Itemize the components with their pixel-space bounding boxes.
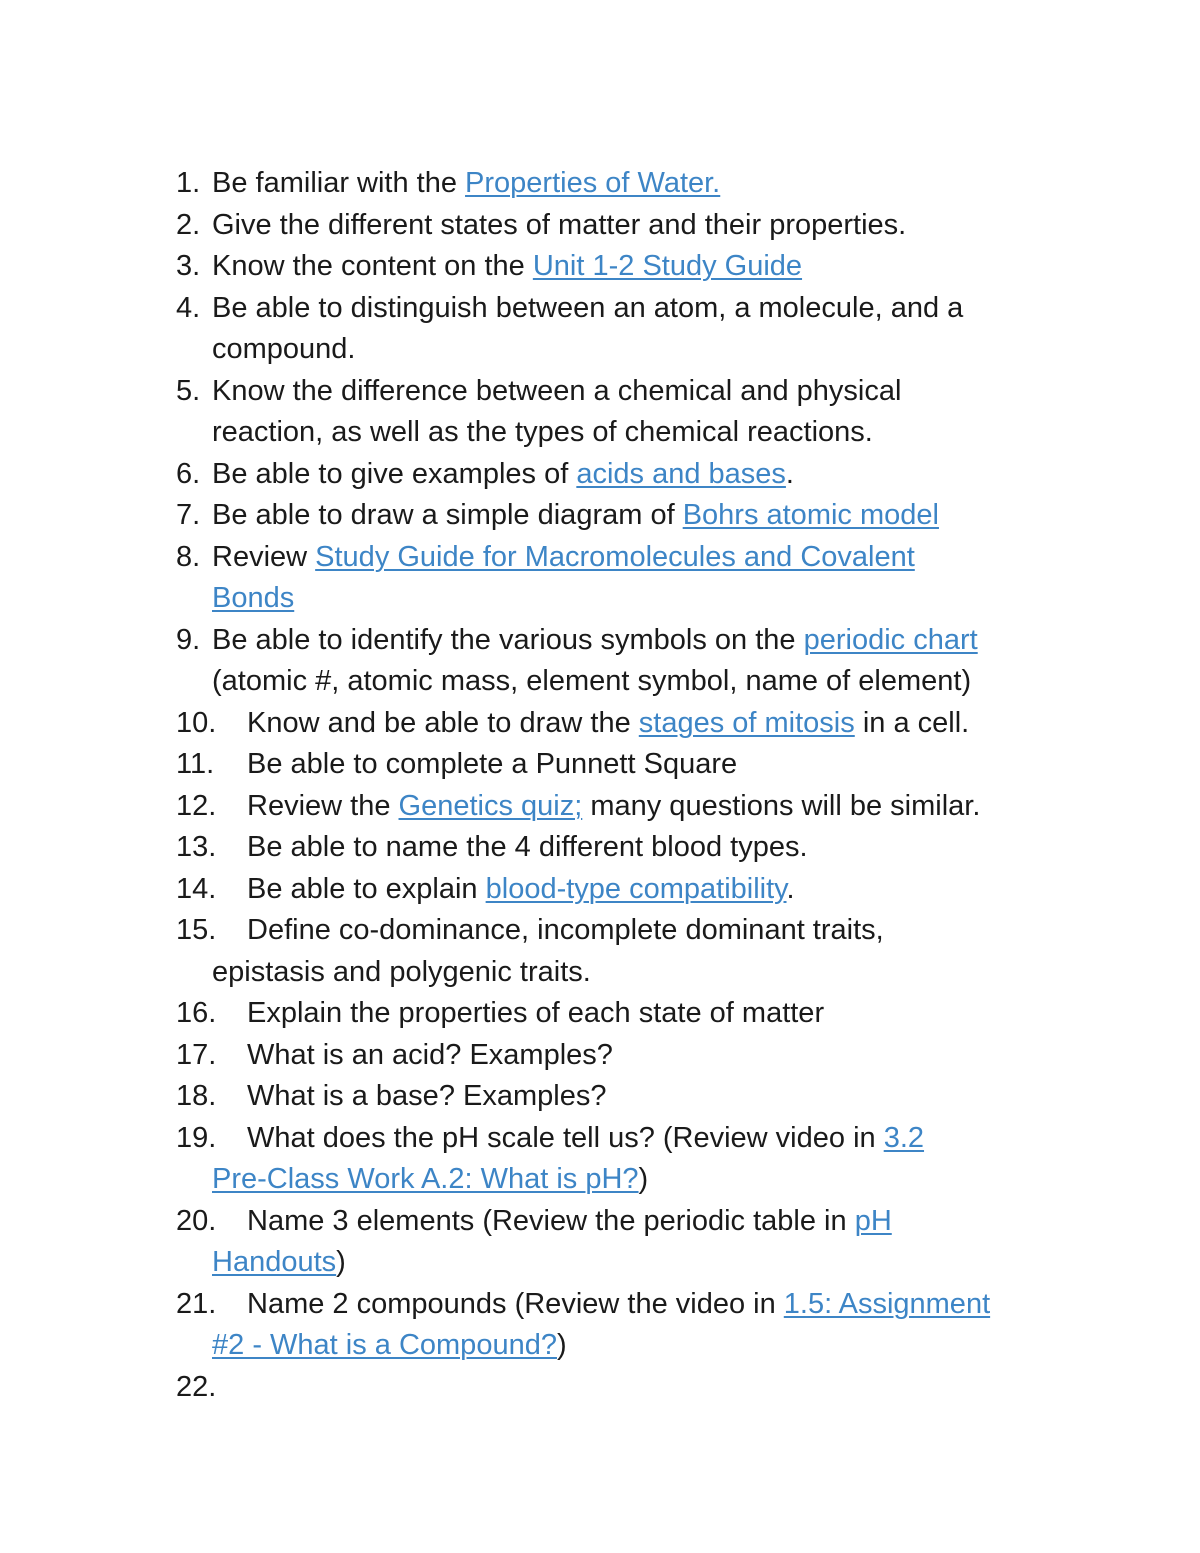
list-item-continuation	[0, 661, 1200, 703]
macromolecules-study-guide-link-cont[interactable]: Bonds	[212, 582, 295, 614]
item-text: in a cell.	[854, 706, 970, 739]
list-item	[0, 163, 1200, 205]
item-text: Review	[212, 540, 316, 573]
item-number: 17.	[176, 1038, 217, 1071]
item-number: 7.	[176, 499, 201, 531]
item-text: Name 3 elements (Review the periodic table in	[247, 1204, 855, 1237]
list-item	[0, 1284, 1200, 1326]
item-number: 8.	[176, 540, 201, 573]
item-number: 10.	[176, 706, 217, 739]
list-item	[0, 454, 1200, 496]
item-text: Be able to identify the various symbols on the	[212, 623, 804, 656]
item-text: What is a base? Examples?	[247, 1080, 607, 1112]
stages-of-mitosis-link[interactable]: stages of mitosis	[638, 706, 855, 739]
item-number: 6.	[176, 457, 201, 490]
item-text: )	[638, 1163, 649, 1195]
item-text: Be able to explain	[247, 872, 486, 905]
item-text: What does the pH scale tell us? (Review video in	[247, 1121, 884, 1154]
list-item	[0, 703, 1200, 745]
acids-and-bases-link[interactable]: acids and bases	[576, 457, 786, 490]
list-item	[0, 205, 1200, 247]
list-item-continuation	[0, 578, 1200, 620]
item-text: .	[786, 872, 795, 905]
item-text: Give the different states of matter and their properties.	[212, 208, 907, 241]
item-text: Know the difference between a chemical and physical	[212, 374, 902, 407]
list-item	[0, 1118, 1200, 1160]
list-item-continuation	[0, 952, 1200, 994]
item-number: 14.	[176, 872, 217, 905]
item-number: 11.	[176, 748, 215, 780]
item-number: 16.	[176, 997, 217, 1029]
ph-preclass-work-link-cont[interactable]: Pre-Class Work A.2: What is pH?	[212, 1163, 639, 1195]
what-is-a-compound-link-cont[interactable]: #2 - What is a Compound?	[212, 1329, 557, 1361]
item-number: 9.	[176, 623, 201, 656]
item-text: Be able to name the 4 different blood types.	[247, 831, 808, 863]
item-number: 19.	[176, 1121, 217, 1154]
item-number: 5.	[176, 374, 201, 407]
list-item	[0, 1201, 1200, 1243]
item-number: 22.	[176, 1370, 217, 1403]
list-item-continuation	[0, 1325, 1200, 1367]
item-number: 12.	[176, 789, 217, 822]
list-item	[0, 869, 1200, 911]
unit-1-2-study-guide-link[interactable]: Unit 1-2 Study Guide	[532, 250, 803, 282]
item-number: 2.	[176, 208, 201, 241]
item-text: What is an acid? Examples?	[247, 1038, 613, 1071]
ph-handouts-link[interactable]: pH	[854, 1204, 892, 1237]
item-number: 15.	[176, 914, 217, 946]
macromolecules-study-guide-link[interactable]: Study Guide for Macromolecules and Covalent	[315, 540, 915, 573]
item-text: Know and be able to draw the	[247, 706, 639, 739]
list-item	[0, 786, 1200, 828]
list-item	[0, 910, 1200, 952]
item-text: Define co-dominance, incomplete dominant traits,	[247, 914, 884, 946]
list-item	[0, 1076, 1200, 1118]
what-is-a-compound-link[interactable]: 1.5: Assignment	[783, 1287, 991, 1320]
periodic-chart-link[interactable]: periodic chart	[803, 623, 978, 656]
item-text: compound.	[212, 333, 356, 365]
list-item	[0, 744, 1200, 786]
item-text: )	[336, 1246, 346, 1278]
item-number: 3.	[176, 250, 201, 282]
item-number: 18.	[176, 1080, 217, 1112]
blood-type-compatibility-link[interactable]: blood-type compatibility	[485, 872, 787, 905]
list-item	[0, 371, 1200, 413]
list-item	[0, 1367, 1200, 1409]
item-text: Explain the properties of each state of matter	[247, 997, 825, 1029]
list-item	[0, 495, 1200, 537]
item-text: Be able to draw a simple diagram of	[212, 499, 683, 531]
item-text: Be able to distinguish between an atom, a molecule, and a	[212, 291, 964, 324]
list-item	[0, 620, 1200, 662]
list-item-continuation	[0, 1242, 1200, 1284]
ph-preclass-work-link[interactable]: 3.2	[883, 1121, 925, 1154]
list-item	[0, 1035, 1200, 1077]
list-item	[0, 288, 1200, 330]
item-number: 20.	[176, 1204, 217, 1237]
item-text: epistasis and polygenic traits.	[212, 955, 591, 988]
item-text: (atomic #, atomic mass, element symbol, name of element)	[212, 665, 972, 697]
item-text: Be familiar with the	[212, 167, 466, 199]
item-text: Review the	[247, 789, 399, 822]
list-item	[0, 537, 1200, 579]
item-text: Be able to give examples of	[212, 457, 577, 490]
item-number: 13.	[176, 831, 217, 863]
list-item	[0, 993, 1200, 1035]
properties-of-water-link[interactable]: Properties of Water.	[465, 167, 721, 199]
item-text: .	[785, 457, 794, 490]
item-number: 1.	[176, 167, 201, 199]
item-text: Know the content on the	[212, 250, 533, 282]
item-number: 4.	[176, 291, 201, 324]
item-number: 21.	[176, 1287, 217, 1320]
genetics-quiz-link[interactable]: Genetics quiz;	[398, 789, 583, 822]
list-item	[0, 827, 1200, 869]
ph-handouts-link-cont[interactable]: Handouts	[212, 1246, 337, 1278]
item-text: reaction, as well as the types of chemical reactions.	[212, 416, 873, 448]
bohrs-atomic-model-link[interactable]: Bohrs atomic model	[682, 499, 939, 531]
list-item-continuation	[0, 1159, 1200, 1201]
review-list	[0, 163, 1200, 1408]
item-text: Name 2 compounds (Review the video in	[247, 1287, 784, 1320]
list-item-continuation	[0, 329, 1200, 371]
list-item-continuation	[0, 412, 1200, 454]
item-text: many questions will be similar.	[582, 789, 981, 822]
list-item	[0, 246, 1200, 288]
item-text: Be able to complete a Punnett Square	[247, 748, 738, 780]
item-text: )	[556, 1329, 567, 1361]
